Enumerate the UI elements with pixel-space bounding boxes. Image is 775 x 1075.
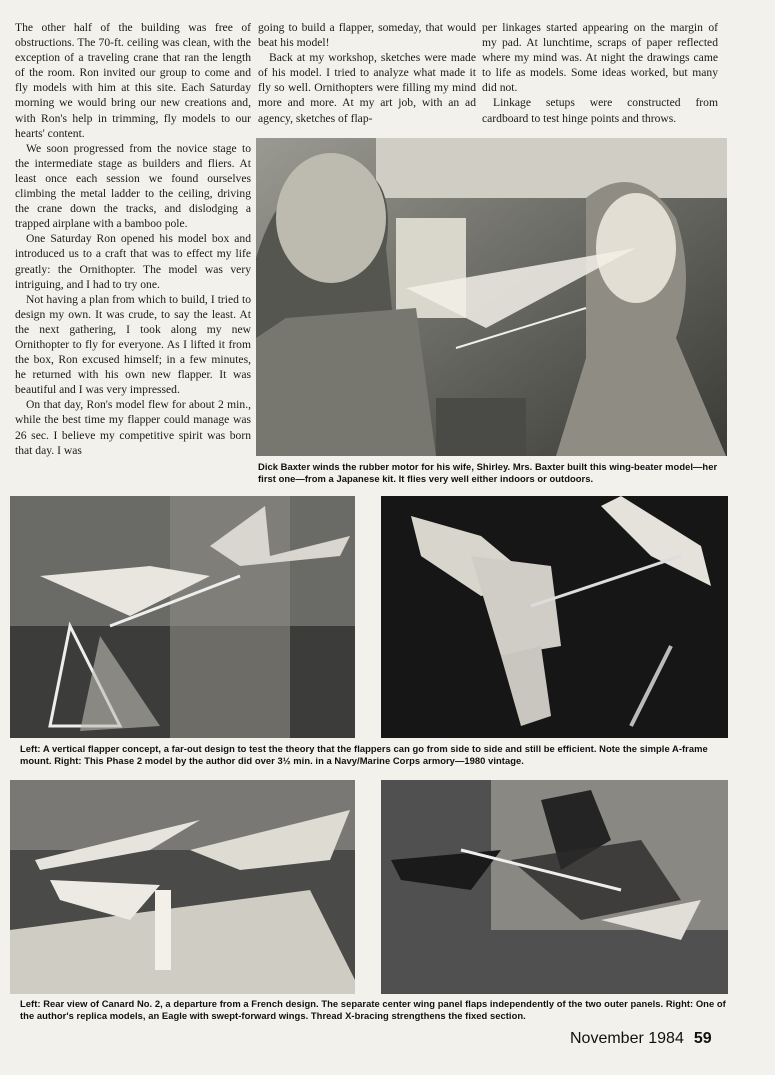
paragraph: per linkages started appearing on the margin of my pad. At lunchtime, scraps of paper reflected where my mind was. At night the drawings came to life as models. Some ideas worked, but many did not.: [482, 21, 718, 95]
caption-baxter: Dick Baxter winds the rubber motor for his wife, Shirley. Mrs. Baxter built this wing-beater model—her first one—from a Japanese kit. It flies very well either indoors or outdoors.: [258, 461, 718, 485]
paragraph: One Saturday Ron opened his model box and introduced us to a craft that was to effect my life greatly: the Ornithopter. The model was very intriguing, and I had to try one.: [15, 232, 251, 291]
paragraph: going to build a flapper, someday, that would beat his model!: [258, 21, 476, 50]
paragraph: On that day, Ron's model flew for about 2 min., while the best time my flapper could manage was 26 sec. I believe my competitive spirit was born that day. I was: [15, 398, 251, 457]
caption-row2: Left: Rear view of Canard No. 2, a departure from a French design. The separate center wing panel flaps independently of the two outer panels. Right: One of the author's replica models, an Eagle with swept-forward wings. Thread X-bracing strengthens the fixed section.: [20, 998, 726, 1022]
caption-row1: Left: A vertical flapper concept, a far-out design to test the theory that the flappers can go from side to side and still be efficient. Note the simple A-frame mount. Right: This Phase 2 model by the author did over 3½ min. in a Navy/Marine Corps armory—1980 vintage.: [20, 743, 708, 767]
photo-phase2: [381, 496, 728, 738]
page-number: 59: [693, 1030, 712, 1047]
paragraph: Not having a plan from which to build, I tried to design my own. It was crude, to say the least. At the next gathering, I took along my new Ornithopter to fly for everyone. As I lifted it from the box, Ron excused himself; in a few minutes, he returned with his own new flapper. It was beautiful and I was very impressed.: [15, 292, 251, 397]
paragraph: We soon progressed from the novice stage to the intermediate stage as builders and fliers. At least once each session we found ourselves climbing the metal ladder to the ceiling, driving the crane down the tracks, and dislodging a trapped airplane with a bamboo pole.: [15, 141, 251, 231]
paragraph: Linkage setups were constructed from cardboard to test hinge points and throws.: [482, 96, 718, 125]
column-middle: [258, 20, 476, 126]
photo-vertical-flapper: [10, 496, 355, 738]
column-right: [482, 20, 718, 126]
photo-eagle: [381, 780, 728, 994]
paragraph: Back at my workshop, sketches were made of his model. I tried to analyze what made it fly so well. Ornithopters were filling my mind more and more. At my art job, with an ad agency, sketches of flap-: [258, 51, 476, 125]
issue-date: November 1984: [570, 1030, 684, 1047]
paragraph: The other half of the building was free of obstructions. The 70-ft. ceiling was clean, with the exception of a traveling crane that ran the length of the room. Ron invited our group to come and fly models with him at this site. Each Saturday morning we would bring our new creations and, with Ron's help in trimming, fly models to our hearts' content.: [15, 21, 251, 140]
column-left: [15, 20, 251, 458]
photo-baxter: [256, 138, 727, 456]
page-footer: [570, 1030, 712, 1048]
photo-canard: [10, 780, 355, 994]
